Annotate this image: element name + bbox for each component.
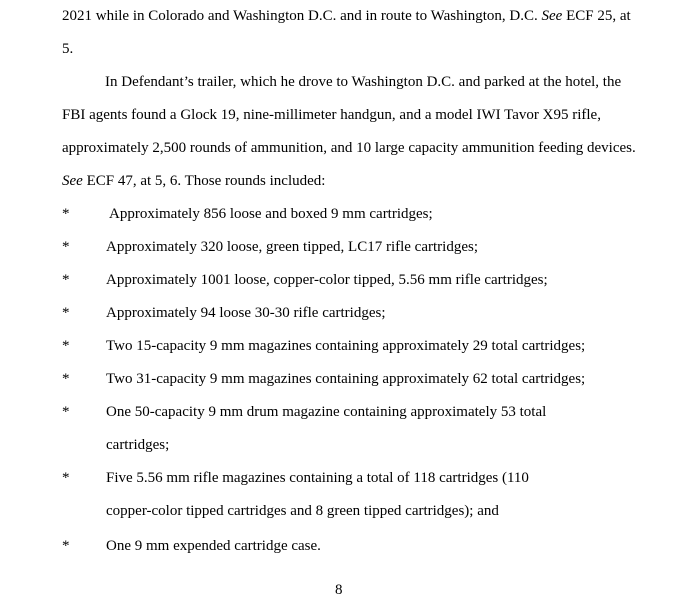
text-run: ECF 47, at 5, 6. Those rounds included: — [82, 173, 326, 189]
bullet-marker: * — [62, 239, 70, 255]
text-run: 2021 while in Colorado and Washington D.C. and in route to Washington, D.C. — [62, 8, 542, 24]
paragraph-line: approximately 2,500 rounds of ammunition, and 10 large capacity ammunition feeding devices. — [62, 140, 636, 156]
paragraph-line — [62, 172, 325, 190]
list-item: Approximately 856 loose and boxed 9 mm cartridges; — [109, 206, 433, 222]
list-item-continuation: cartridges; — [106, 437, 170, 453]
list-item: Approximately 1001 loose, copper-color tipped, 5.56 mm rifle cartridges; — [106, 272, 548, 288]
bullet-marker: * — [62, 538, 70, 554]
bullet-marker: * — [62, 305, 70, 321]
list-item: One 50-capacity 9 mm drum magazine containing approximately 53 total — [106, 404, 547, 420]
text-run: ECF 25, at — [562, 8, 631, 24]
list-item-continuation: copper-color tipped cartridges and 8 green tipped cartridges); and — [106, 503, 499, 519]
list-item: Approximately 320 loose, green tipped, LC17 rifle cartridges; — [106, 239, 478, 255]
citation-signal: See — [541, 8, 563, 24]
list-item: Approximately 94 loose 30-30 rifle cartridges; — [106, 305, 386, 321]
paragraph-line: FBI agents found a Glock 19, nine-millimeter handgun, and a model IWI Tavor X95 rifle, — [62, 107, 601, 123]
bullet-marker: * — [62, 206, 70, 222]
bullet-marker: * — [62, 404, 70, 420]
page-number: 8 — [335, 582, 343, 598]
list-item: Two 15-capacity 9 mm magazines containing approximately 29 total cartridges; — [106, 338, 586, 354]
bullet-marker: * — [62, 371, 70, 387]
paragraph-line: In Defendant’s trailer, which he drove to Washington D.C. and parked at the hotel, the — [105, 74, 622, 90]
list-item: Five 5.56 mm rifle magazines containing a total of 118 cartridges (110 — [106, 470, 529, 486]
list-item: One 9 mm expended cartridge case. — [106, 538, 321, 554]
bullet-marker: * — [62, 338, 70, 354]
list-item: Two 31-capacity 9 mm magazines containing approximately 62 total cartridges; — [106, 371, 586, 387]
paragraph-line: 5. — [62, 41, 74, 57]
bullet-marker: * — [62, 272, 70, 288]
paragraph-line — [62, 7, 631, 25]
citation-signal: See — [62, 173, 83, 189]
bullet-marker: * — [62, 470, 70, 486]
